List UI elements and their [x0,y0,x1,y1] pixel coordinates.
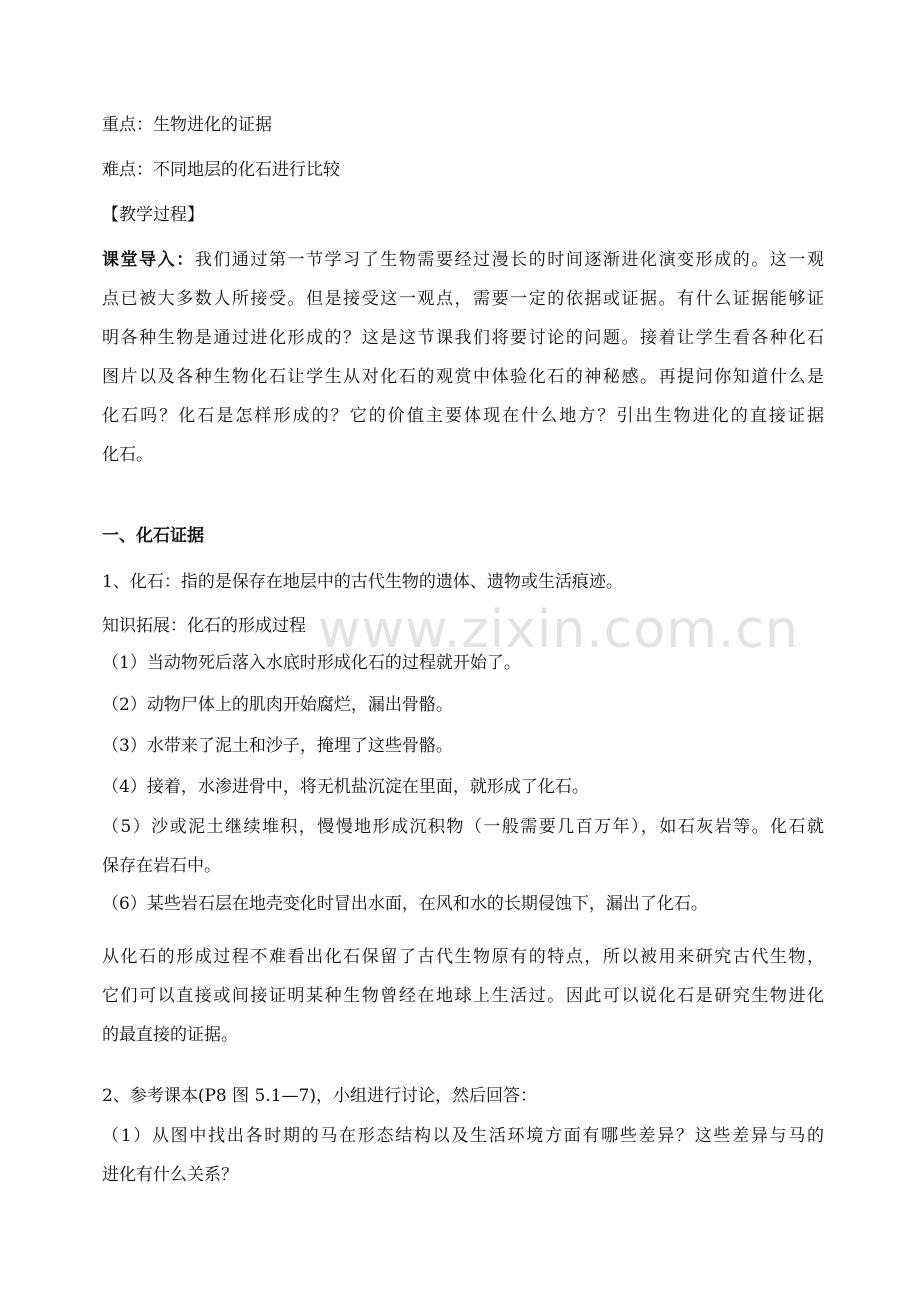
intro-line-1 [102,241,824,280]
key-point-line: 重点：生物进化的证据 [102,115,272,135]
difficulty-line: 难点：不同地层的化石进行比较 [102,160,340,180]
fossil-step-1: （1）当动物死后落入水底时形成化石的过程就开始了。 [102,653,521,673]
fossil-definition: 1、化石：指的是保存在地层中的古代生物的遗体、遗物或生活痕迹。 [102,572,623,592]
intro-label: 课堂导入： [102,250,195,270]
section-1-heading: 一、化石证据 [102,526,204,546]
watermark: www.zixin.com.cn [318,600,799,660]
knowledge-extension-title: 知识拓展：化石的形成过程 [102,616,306,636]
fossil-step-6: （6）某些岩石层在地壳变化时冒出水面，在风和水的长期侵蚀下，漏出了化石。 [102,894,708,914]
intro-line-4: 图片以及各种生物化石让学生从对化石的观赏中体验化石的神秘感。再提问你知道什么是 [102,367,824,387]
fossil-step-5-line-2: 保存在岩石中。 [102,856,221,876]
fossil-step-5 [102,808,824,886]
intro-line-3: 明各种生物是通过进化形成的？这是这节课我们将要讨论的问题。接着让学生看各种化石 [102,328,824,348]
intro-line-6: 化石。 [102,445,153,465]
question-1 [102,1117,824,1195]
conclusion-line-1: 从化石的形成过程不难看出化石保留了古代生物原有的特点，所以被用来研究古代生物， [102,947,824,967]
intro-line-5: 化石吗？化石是怎样形成的？它的价值主要体现在什么地方？引出生物进化的直接证据 [102,406,824,426]
intro-paragraph [102,241,824,475]
intro-text-1: 我们通过第一节学习了生物需要经过漫长的时间逐渐进化演变形成的。这一观 [194,250,825,270]
conclusion-line-3: 的最直接的证据。 [102,1025,238,1045]
question-1-line-1: （1）从图中找出各时期的马在形态结构以及生活环境方面有哪些差异？这些差异与马的 [102,1126,824,1146]
fossil-step-2: （2）动物尸体上的肌肉开始腐烂，漏出骨骼。 [102,695,453,715]
intro-line-2: 点已被大多数人所接受。但是接受这一观点，需要一定的依据或证据。有什么证据能够证 [102,289,824,309]
textbook-reference: 2、参考课本(P8 图 5.1—7)，小组进行讨论，然后回答： [102,1086,537,1106]
teaching-process-heading: 【教学过程】 [102,205,204,225]
fossil-step-5-line-1: （5）沙或泥土继续堆积，慢慢地形成沉积物（一般需要几百万年），如石灰岩等。化石就 [102,817,824,837]
conclusion-line-2: 它们可以直接或间接证明某种生物曾经在地球上生活过。因此可以说化石是研究生物进化 [102,986,824,1006]
fossil-step-3: （3）水带来了泥土和沙子，掩埋了这些骨骼。 [102,736,453,756]
question-1-line-2: 进化有什么关系？ [102,1165,238,1185]
conclusion-paragraph [102,938,824,1055]
fossil-step-4: （4）接着，水渗进骨中，将无机盐沉淀在里面，就形成了化石。 [102,777,589,797]
